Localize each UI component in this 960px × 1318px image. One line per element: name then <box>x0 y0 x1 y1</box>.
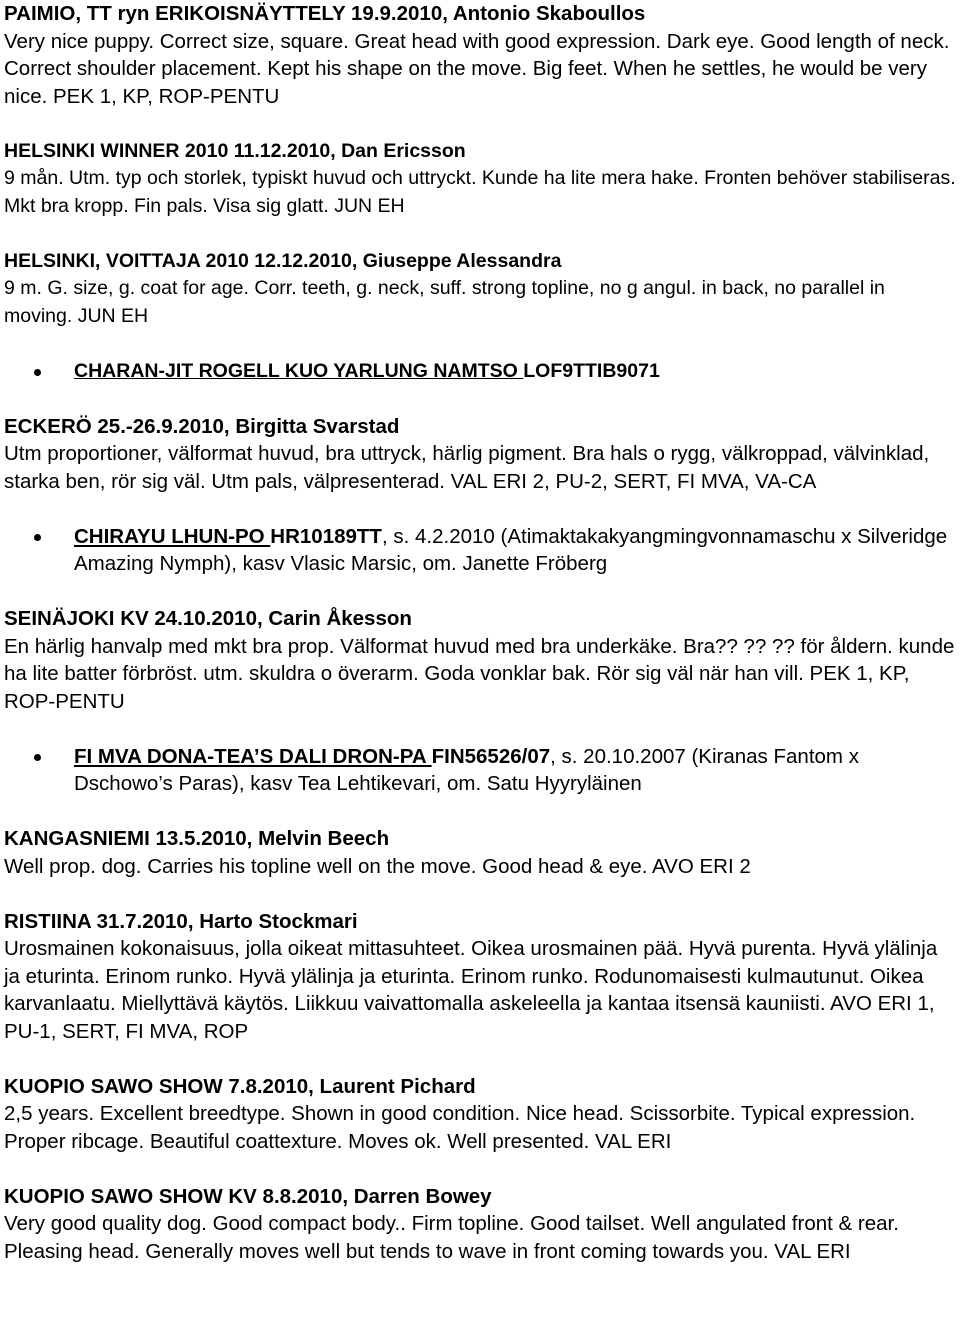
result-helsinki-voittaja <box>4 248 958 331</box>
critique-text: 9 mån. Utm. typ och storlek, typiskt huvud och uttryckt. Kunde ha lite mera hake. Fronten behöver stabiliseras. Mkt bra kropp. Fin pals. Visa sig glatt. JUN EH <box>4 167 956 217</box>
dog-registration: HR10189TT <box>270 524 382 548</box>
result-eckero <box>4 413 958 496</box>
show-heading: RISTIINA 31.7.2010, Harto Stockmari <box>4 909 358 933</box>
show-heading: SEINÄJOKI KV 24.10.2010, Carin Åkesson <box>4 607 412 630</box>
dog-registration: FIN56526/07 <box>431 744 551 768</box>
dog-entry-dona-tea <box>4 743 958 798</box>
result-ristiina <box>4 908 958 1046</box>
show-heading: KANGASNIEMI 13.5.2010, Melvin Beech <box>4 827 390 850</box>
dog-name: CHARAN-JIT ROGELL KUO YARLUNG NAMTSO <box>74 359 524 382</box>
critique-text: Very good quality dog. Good compact body.. Firm topline. Good tailset. Well angulated front & rear. Pleasing head. Generally moves well but tends to wave in front coming towards you. VAL ERI <box>4 1212 899 1263</box>
show-heading: PAIMIO, TT ryn ERIKOISNÄYTTELY 19.9.2010, Antonio Skaboullos <box>4 2 646 25</box>
dog-registration: LOF9TTIB9071 <box>523 359 660 382</box>
dog-details: , s. 4.2.2010 (Atimaktakakyangmingvonnamaschu x Silveridge Amazing Nymph), kasv Vlasic Marsic, om. Janette Fröberg <box>74 524 948 575</box>
result-kuopio-sawo-show <box>4 1073 958 1156</box>
result-paimio <box>4 0 958 110</box>
dog-name: CHIRAYU LHUN-PO <box>74 524 271 548</box>
critique-text: 2,5 years. Excellent breedtype. Shown in good condition. Nice head. Scissorbite. Typical expression. Proper ribcage. Beautiful coattexture. Moves ok. Well presented. VAL ERI <box>4 1102 916 1153</box>
show-heading: ECKERÖ 25.-26.9.2010, Birgitta Svarstad <box>4 414 400 438</box>
result-kangasniemi <box>4 825 958 880</box>
critique-text: En härlig hanvalp med mkt bra prop. Välformat huvud med bra underkäke. Bra?? ?? ?? för åldern. kunde ha lite batter förbröst. utm. skuldra o överarm. Goda vonklar bak. Rör sig väl när han vill. PEK 1, KP, ROP-PENTU <box>4 634 955 713</box>
show-heading: HELSINKI, VOITTAJA 2010 12.12.2010, Giuseppe Alessandra <box>4 249 562 272</box>
bullet-icon <box>34 534 41 541</box>
dog-details: , s. 20.10.2007 (Kiranas Fantom x Dschowo’s Paras), kasv Tea Lehtikevari, om. Satu Hyyryläinen <box>74 744 859 795</box>
critique-text: Very nice puppy. Correct size, square. Great head with good expression. Dark eye. Good length of neck. Correct shoulder placement. Kept his shape on the move. Big feet. When he settles, he would be very nice. PEK 1, KP, ROP-PENTU <box>4 29 950 108</box>
critique-text: Urosmainen kokonaisuus, jolla oikeat mittasuhteet. Oikea urosmainen pää. Hyvä purenta. Hyvä ylälinja ja eturinta. Erinom runko. Hyvä ylälinja ja eturinta. Erinom runko. Rodunomaisesti kulmautunut. Oikea karvanlaatu. Miellyttävä käytös. Liikkuu vaivattomalla askeleella ja kantaa itsensä kauniisti. AVO ERI 1, PU-1, SERT, FI MVA, ROP <box>4 937 938 1043</box>
critique-text: Utm proportioner, välformat huvud, bra uttryck, härlig pigment. Bra hals o rygg, välkroppad, välvinklad, starka ben, rör sig väl. Utm pals, välpresenterad. VAL ERI 2, PU-2, SERT, FI MVA, VA-CA <box>4 442 930 493</box>
result-seinajoki <box>4 605 958 715</box>
critique-text: Well prop. dog. Carries his topline well on the move. Good head & eye. AVO ERI 2 <box>4 854 751 878</box>
dog-entry-chirayu <box>4 523 958 578</box>
dog-entry-charan-jit <box>4 358 958 386</box>
result-helsinki-winner <box>4 138 958 221</box>
critique-text: 9 m. G. size, g. coat for age. Corr. teeth, g. neck, suff. strong topline, no g angul. in back, no parallel in moving. JUN EH <box>4 277 885 327</box>
show-heading: HELSINKI WINNER 2010 11.12.2010, Dan Ericsson <box>4 139 466 162</box>
show-heading: KUOPIO SAWO SHOW KV 8.8.2010, Darren Bowey <box>4 1184 492 1208</box>
dog-name: FI MVA DONA-TEA’S DALI DRON-PA <box>74 744 432 768</box>
show-heading: KUOPIO SAWO SHOW 7.8.2010, Laurent Pichard <box>4 1074 476 1098</box>
bullet-icon <box>34 754 41 761</box>
result-kuopio-sawo-show-kv <box>4 1183 958 1266</box>
document-page <box>4 0 958 1265</box>
bullet-icon <box>34 369 41 376</box>
